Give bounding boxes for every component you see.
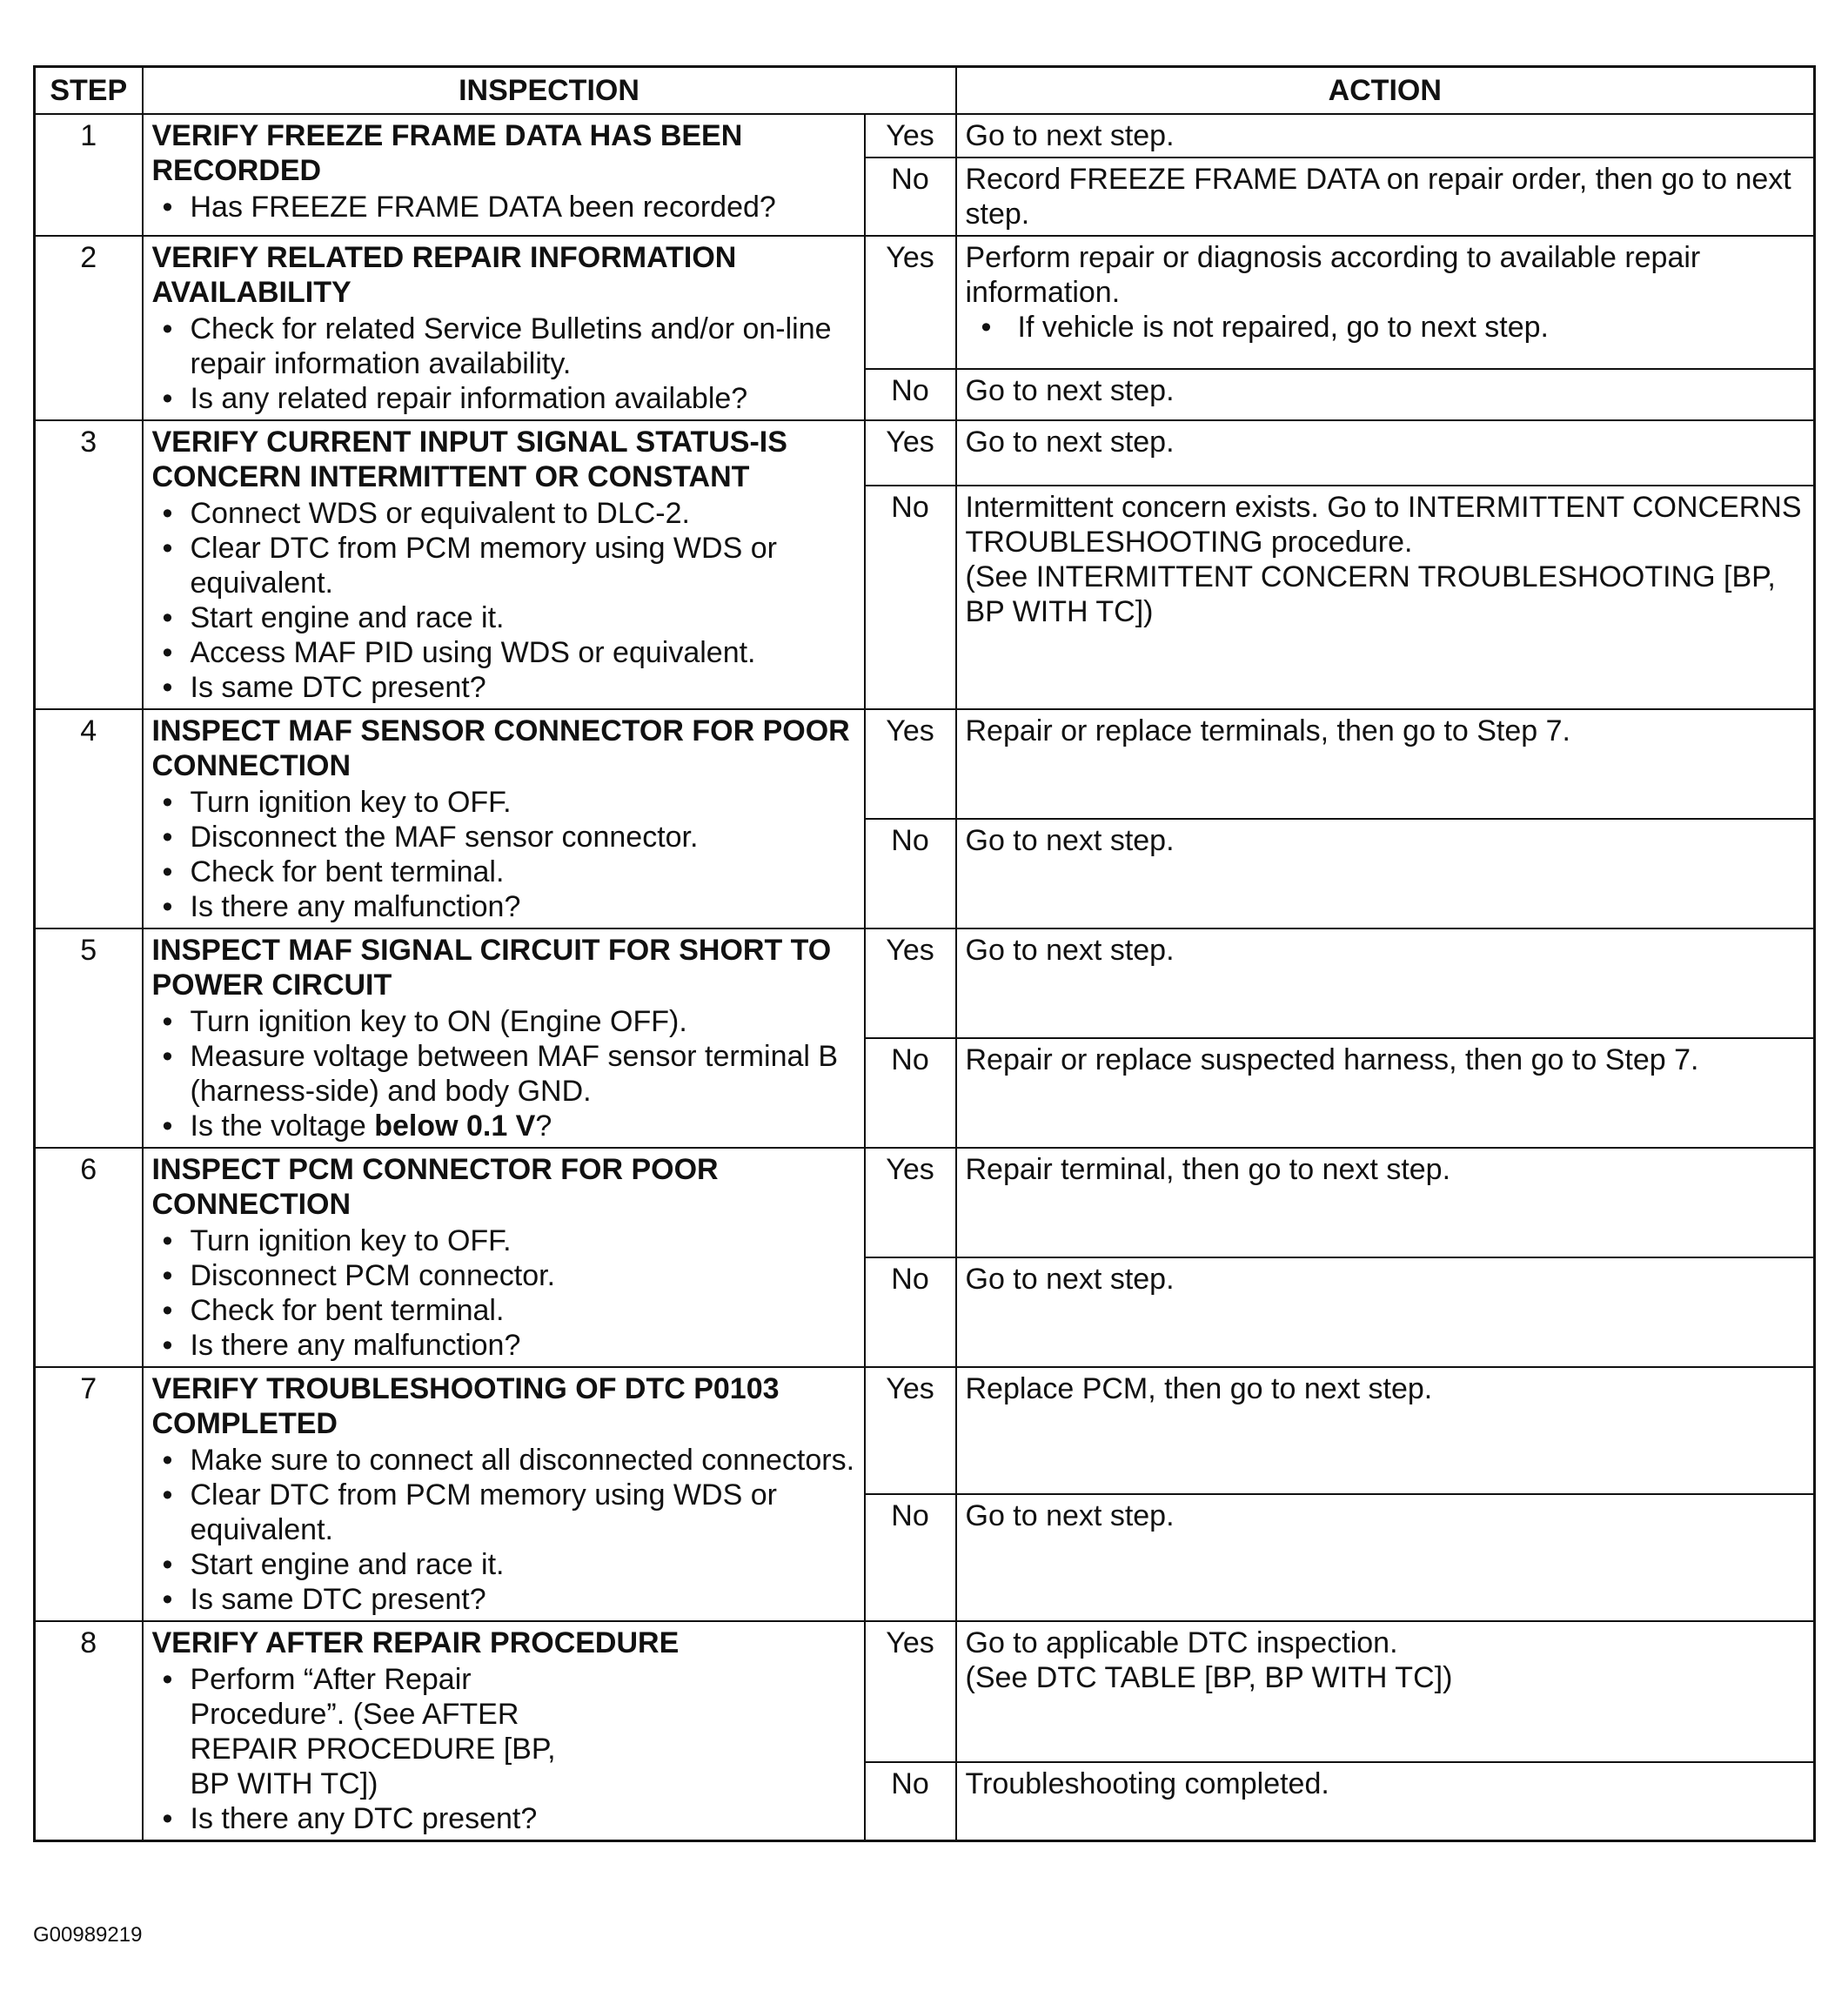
inspection-bullet-voltage — [191, 1109, 855, 1143]
header-inspection: INSPECTION — [143, 67, 956, 115]
inspection-bullets — [152, 1443, 855, 1617]
inspection-bullet: • Connect WDS or equivalent to DLC-2. — [191, 496, 855, 531]
inspection-bullets — [152, 312, 855, 416]
figure-id: G00989219 — [33, 1923, 143, 1947]
inspection-bullet: • Is there any malfunction? — [191, 1328, 855, 1363]
inspection-cell — [143, 709, 865, 928]
step-number: 3 — [35, 420, 143, 709]
inspection-title: VERIFY FREEZE FRAME DATA HAS BEEN RECORDED — [151, 119, 743, 187]
yes-label: Yes — [865, 236, 956, 369]
table-header-row — [35, 67, 1815, 115]
yes-label: Yes — [865, 114, 956, 158]
yes-action: Go to next step. — [956, 114, 1815, 158]
inspection-bullet: • Has FREEZE FRAME DATA been recorded? — [191, 190, 855, 225]
inspection-bullet: • Disconnect PCM connector. — [191, 1258, 855, 1293]
inspection-bullet: • Clear DTC from PCM memory using WDS or equivalent. — [191, 531, 855, 600]
no-action: Go to next step. — [956, 1257, 1815, 1367]
inspection-bullet: • Is there any DTC present? — [191, 1801, 855, 1836]
no-action: Troubleshooting completed. — [956, 1762, 1815, 1841]
inspection-bullet: • Measure voltage between MAF sensor terminal B (harness-side) and body GND. — [191, 1039, 855, 1109]
yes-action-cell — [956, 236, 1815, 369]
yes-action-bullet: • If vehicle is not repaired, go to next step. — [966, 310, 1805, 345]
no-action-reference: (See INTERMITTENT CONCERN TROUBLESHOOTING [BP, BP WITH TC]) — [965, 560, 1776, 629]
header-action: ACTION — [956, 67, 1815, 115]
table-row-step-2-yes — [35, 236, 1815, 369]
no-label: No — [865, 486, 956, 709]
step-number: 7 — [35, 1367, 143, 1621]
header-step: STEP — [35, 67, 143, 115]
no-label: No — [865, 1038, 956, 1148]
yes-action: Perform repair or diagnosis according to available repair information. — [965, 241, 1701, 309]
step-number: 2 — [35, 236, 143, 420]
inspection-title: VERIFY TROUBLESHOOTING OF DTC P0103 COMPLETED — [151, 1372, 780, 1440]
no-label: No — [865, 1762, 956, 1841]
inspection-cell — [143, 236, 865, 420]
inspection-title: INSPECT MAF SENSOR CONNECTOR FOR POOR CONNECTION — [151, 714, 850, 782]
table-row-step-6-yes — [35, 1148, 1815, 1257]
inspection-bullets — [152, 785, 855, 924]
step-number: 4 — [35, 709, 143, 928]
step-number: 1 — [35, 114, 143, 236]
yes-action: Go to applicable DTC inspection. — [965, 1626, 1398, 1659]
step-number: 8 — [35, 1621, 143, 1841]
yes-label: Yes — [865, 1621, 956, 1762]
no-label: No — [865, 1494, 956, 1621]
inspection-bullet: • Start engine and race it. — [191, 1547, 855, 1582]
inspection-bullet: • Start engine and race it. — [191, 600, 855, 635]
no-action: Record FREEZE FRAME DATA on repair order, then go to next step. — [956, 158, 1815, 236]
yes-label: Yes — [865, 928, 956, 1038]
diagnostic-procedure-table — [33, 65, 1816, 1842]
no-action: Go to next step. — [956, 819, 1815, 928]
inspection-bullet: • Turn ignition key to OFF. — [191, 785, 855, 820]
inspection-bullet: • Perform “After Repair Procedure”. (See AFTER REPAIR PROCEDURE [BP, BP WITH TC]) — [191, 1662, 855, 1801]
inspection-cell — [143, 928, 865, 1148]
table-row-step-1-yes — [35, 114, 1815, 158]
inspection-bullet: • Clear DTC from PCM memory using WDS or equivalent. — [191, 1478, 855, 1547]
table-row-step-5-yes — [35, 928, 1815, 1038]
yes-action: Repair or replace terminals, then go to Step 7. — [956, 709, 1815, 819]
no-action: Go to next step. — [956, 1494, 1815, 1621]
no-label: No — [865, 819, 956, 928]
inspection-bullet: • Check for bent terminal. — [191, 855, 855, 889]
inspection-bullet: • Check for bent terminal. — [191, 1293, 855, 1328]
step-number: 5 — [35, 928, 143, 1148]
inspection-title: VERIFY AFTER REPAIR PROCEDURE — [151, 1626, 680, 1659]
inspection-bullet: • Turn ignition key to OFF. — [191, 1223, 855, 1258]
inspection-title: INSPECT PCM CONNECTOR FOR POOR CONNECTION — [151, 1153, 719, 1221]
inspection-bullet: • Turn ignition key to ON (Engine OFF). — [191, 1004, 855, 1039]
yes-label: Yes — [865, 1148, 956, 1257]
yes-label: Yes — [865, 709, 956, 819]
inspection-title: VERIFY CURRENT INPUT SIGNAL STATUS-IS CONCERN INTERMITTENT OR CONSTANT — [151, 426, 787, 493]
inspection-bullets — [152, 1004, 855, 1143]
no-action: Intermittent concern exists. Go to INTERMITTENT CONCERNS TROUBLESHOOTING procedure. — [965, 491, 1802, 560]
inspection-bullet: • Is same DTC present? — [191, 1582, 855, 1617]
yes-action: Replace PCM, then go to next step. — [956, 1367, 1815, 1494]
inspection-bullets — [152, 1223, 855, 1363]
inspection-bullet: • Check for related Service Bulletins and/or on-line repair information availability. — [191, 312, 855, 381]
step-number: 6 — [35, 1148, 143, 1367]
inspection-cell — [143, 420, 865, 709]
table-row-step-7-yes — [35, 1367, 1815, 1494]
yes-label: Yes — [865, 1367, 956, 1494]
bullet-text: Is the voltage — [190, 1109, 375, 1143]
inspection-title: INSPECT MAF SIGNAL CIRCUIT FOR SHORT TO POWER CIRCUIT — [151, 934, 832, 1002]
diagnostic-table-container — [33, 65, 1813, 1842]
inspection-cell — [143, 114, 865, 236]
yes-action: Go to next step. — [956, 928, 1815, 1038]
inspection-bullet: • Is any related repair information available? — [191, 381, 855, 416]
table-row-step-3-yes — [35, 420, 1815, 486]
inspection-bullets — [152, 1662, 855, 1836]
inspection-bullet: • Is there any malfunction? — [191, 889, 855, 924]
inspection-bullet: • Access MAF PID using WDS or equivalent. — [191, 635, 855, 670]
no-label: No — [865, 369, 956, 420]
yes-action: Go to next step. — [956, 420, 1815, 486]
inspection-bullet: • Is same DTC present? — [191, 670, 855, 705]
bullet-emphasis: below 0.1 V — [374, 1109, 536, 1143]
no-action-cell — [956, 486, 1815, 709]
inspection-bullets — [152, 190, 855, 225]
yes-action-reference: (See DTC TABLE [BP, BP WITH TC]) — [965, 1661, 1453, 1694]
inspection-title: VERIFY RELATED REPAIR INFORMATION AVAILABILITY — [151, 241, 737, 309]
bullet-text: ? — [535, 1109, 552, 1143]
yes-label: Yes — [865, 420, 956, 486]
no-action: Go to next step. — [956, 369, 1815, 420]
inspection-cell — [143, 1621, 865, 1841]
no-label: No — [865, 158, 956, 236]
table-row-step-8-yes — [35, 1621, 1815, 1762]
inspection-bullets — [152, 496, 855, 705]
no-action: Repair or replace suspected harness, then go to Step 7. — [956, 1038, 1815, 1148]
inspection-bullet: • Disconnect the MAF sensor connector. — [191, 820, 855, 855]
inspection-bullet: • Make sure to connect all disconnected connectors. — [191, 1443, 855, 1478]
table-row-step-4-yes — [35, 709, 1815, 819]
no-label: No — [865, 1257, 956, 1367]
yes-action-cell — [956, 1621, 1815, 1762]
inspection-cell — [143, 1367, 865, 1621]
inspection-cell — [143, 1148, 865, 1367]
yes-action: Repair terminal, then go to next step. — [956, 1148, 1815, 1257]
